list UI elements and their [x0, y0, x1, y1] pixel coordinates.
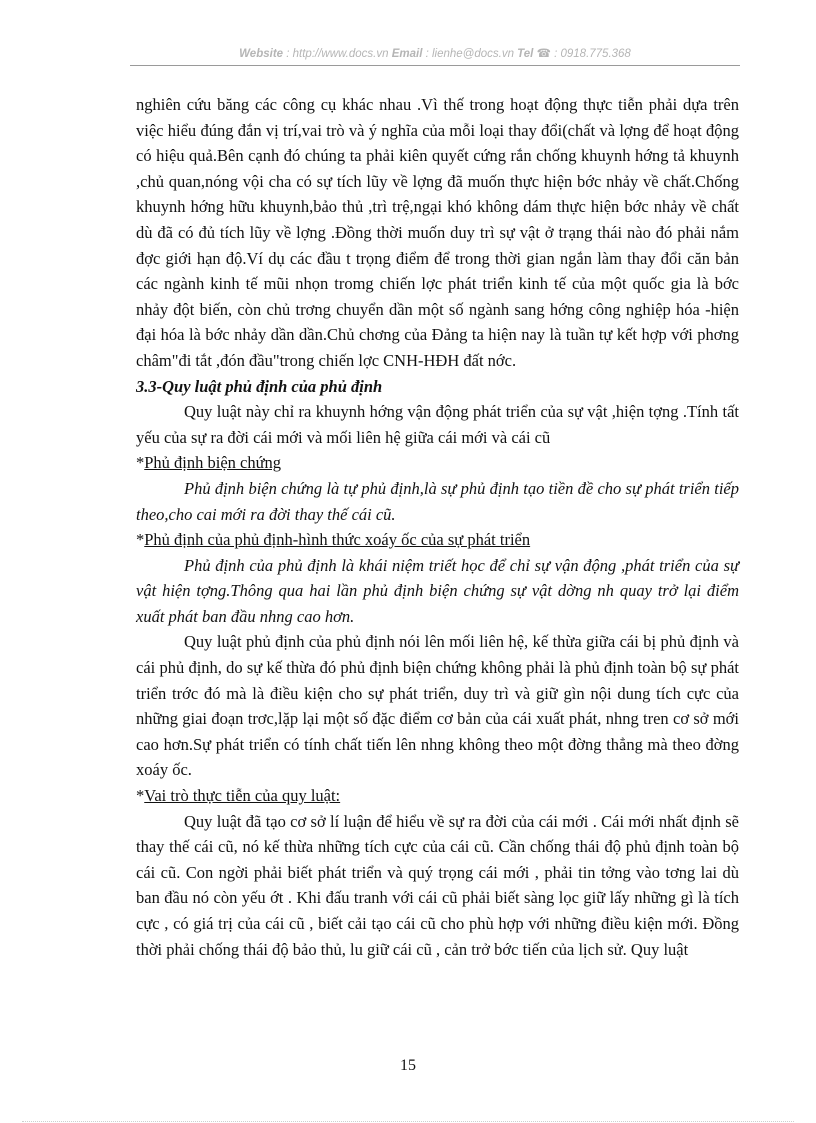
body-paragraph: nghiên cứu băng các công cụ khác nhau .Vì thế trong hoạt động thực tiễn phải dựa trên việc hiểu đúng đắn vị trí,vai trò và ý nghĩa của mỗi loại thay đổi(chất và lợng để hoạt động có hiệu quả.Bên cạnh đó chúng ta phải kiên quyết cứng rắn chống khuynh hớng tả khuynh ,chủ quan,nóng vội cha có sự tích lũy về lợng đã muốn thực hiện bớc nhảy về chất.Chống khuynh hớng hữu khuynh,bảo thủ ,trì trệ,ngại khó không dám thực hiện bớc nhảy về chất dù đã có đủ tích lũy về lợng .Đồng thời muốn duy trì sự vật ở trạng thái nào đó phải nắm đợc giới hạn độ.Ví dụ các đầu t trọng điểm để trong thời gian ngắn làm thay đổi căn bản các ngành kinh tế mũi nhọn tromg chiến lợc phát triển kinh tế của một quốc gia là bớc nhảy đột biến, còn chủ trơng chuyển dần một số ngành sang hớng công nghiệp hóa -hiện đại hóa là bớc nhảy dần dần.Chủ chơng của Đảng ta hiện nay là tuần tự kết hợp với phơng châm"đi tắt ,đón đầu"trong chiến lợc CNH-HĐH đất nớc.: [136, 95, 739, 370]
body-paragraph: Quy luật đã tạo cơ sở lí luận để hiểu về sự ra đời của cái mới . Cái mới nhất định sẽ thay thế cái cũ, nó kế thừa những tích cực của cái cũ. Cần chống thái độ phủ định toàn bộ cái cũ. Con ngời phải biết phát triển và quý trọng cái mới , phải tin tởng vào tơng lai dù ban đầu nó còn yếu ớt . Khi đấu tranh với cái cũ phải biết sàng lọc giữ lấy những gì là tích cực , có giá trị của cái cũ , biết cải tạo cái cũ cho phù hợp với những điều kiện mới. Đồng thời phải chống thái độ bảo thủ, lu giữ cái cũ , cản trở bớc tiến của lịch sử. Quy luật: [136, 811, 739, 959]
body-paragraph-italic: Phủ định biện chứng là tự phủ định,là sự phủ định tạo tiền đề cho sự phát triển tiếp theo,cho cai mới ra đời thay thế cái cũ.: [136, 478, 739, 524]
bullet-marker: *: [136, 530, 145, 550]
subheading: [136, 450, 739, 476]
page-number: 15: [400, 1057, 416, 1074]
email-label: Email: [391, 48, 423, 60]
tel-value: ☎ : 0918.775.368: [533, 48, 631, 60]
bullet-marker: *: [136, 453, 145, 473]
subheading-title: Phủ định biện chứng: [144, 453, 282, 473]
body-paragraph: Quy luật phủ định của phủ định nói lên mối liên hệ, kế thừa giữa cái bị phủ định và cái phủ định, do sự kế thừa đó phủ định biện chứng không phải là phủ định toàn bộ sự phát triển trớc đó mà là điều kiện cho sự phát triển, duy trì và giữ gìn nội dung tích cực của những giai đoạn trơc,lặp lại một số đặc điểm cơ bản của cái xuất phát, nhng tren cơ sở mới cao hơn.Sự phát triển có tính chất tiến lên nhng không theo một đờng thẳng mà theo đờng xoáy ốc.: [136, 632, 739, 780]
tel-label: Tel: [517, 48, 534, 60]
subheading: [136, 527, 739, 553]
bullet-marker: *: [136, 786, 145, 806]
subheading: [136, 783, 739, 809]
website-label: Website: [239, 48, 284, 60]
page-body: [136, 92, 739, 962]
body-paragraph-italic: Phủ định của phủ định là khái niệm triết học để chỉ sự vận động ,phát triển của sự vật hiện tợng.Thông qua hai lần phủ định biện chứng sự vật dờng nh quay trở lại điểm xuất phát ban đầu nhng cao hơn.: [136, 555, 739, 626]
page-header: [130, 46, 740, 60]
header-divider: [130, 65, 740, 66]
email-value: : lienhe@docs.vn: [422, 48, 518, 60]
page-bottom-border: [22, 1121, 794, 1122]
section-heading: 3.3-Quy luật phủ định của phủ định: [136, 376, 383, 396]
body-paragraph: Quy luật này chỉ ra khuynh hớng vận động phát triển của sự vật ,hiện tợng .Tính tất yếu của sự ra đời cái mới và mối liên hệ giữa cái mới và cái cũ: [136, 402, 739, 447]
website-value: : http://www.docs.vn: [283, 48, 392, 60]
subheading-title: Phủ định của phủ định-hình thức xoáy ốc của sự phát triển: [144, 530, 531, 550]
subheading-title: Vai trò thực tiễn của quy luật:: [144, 786, 341, 806]
